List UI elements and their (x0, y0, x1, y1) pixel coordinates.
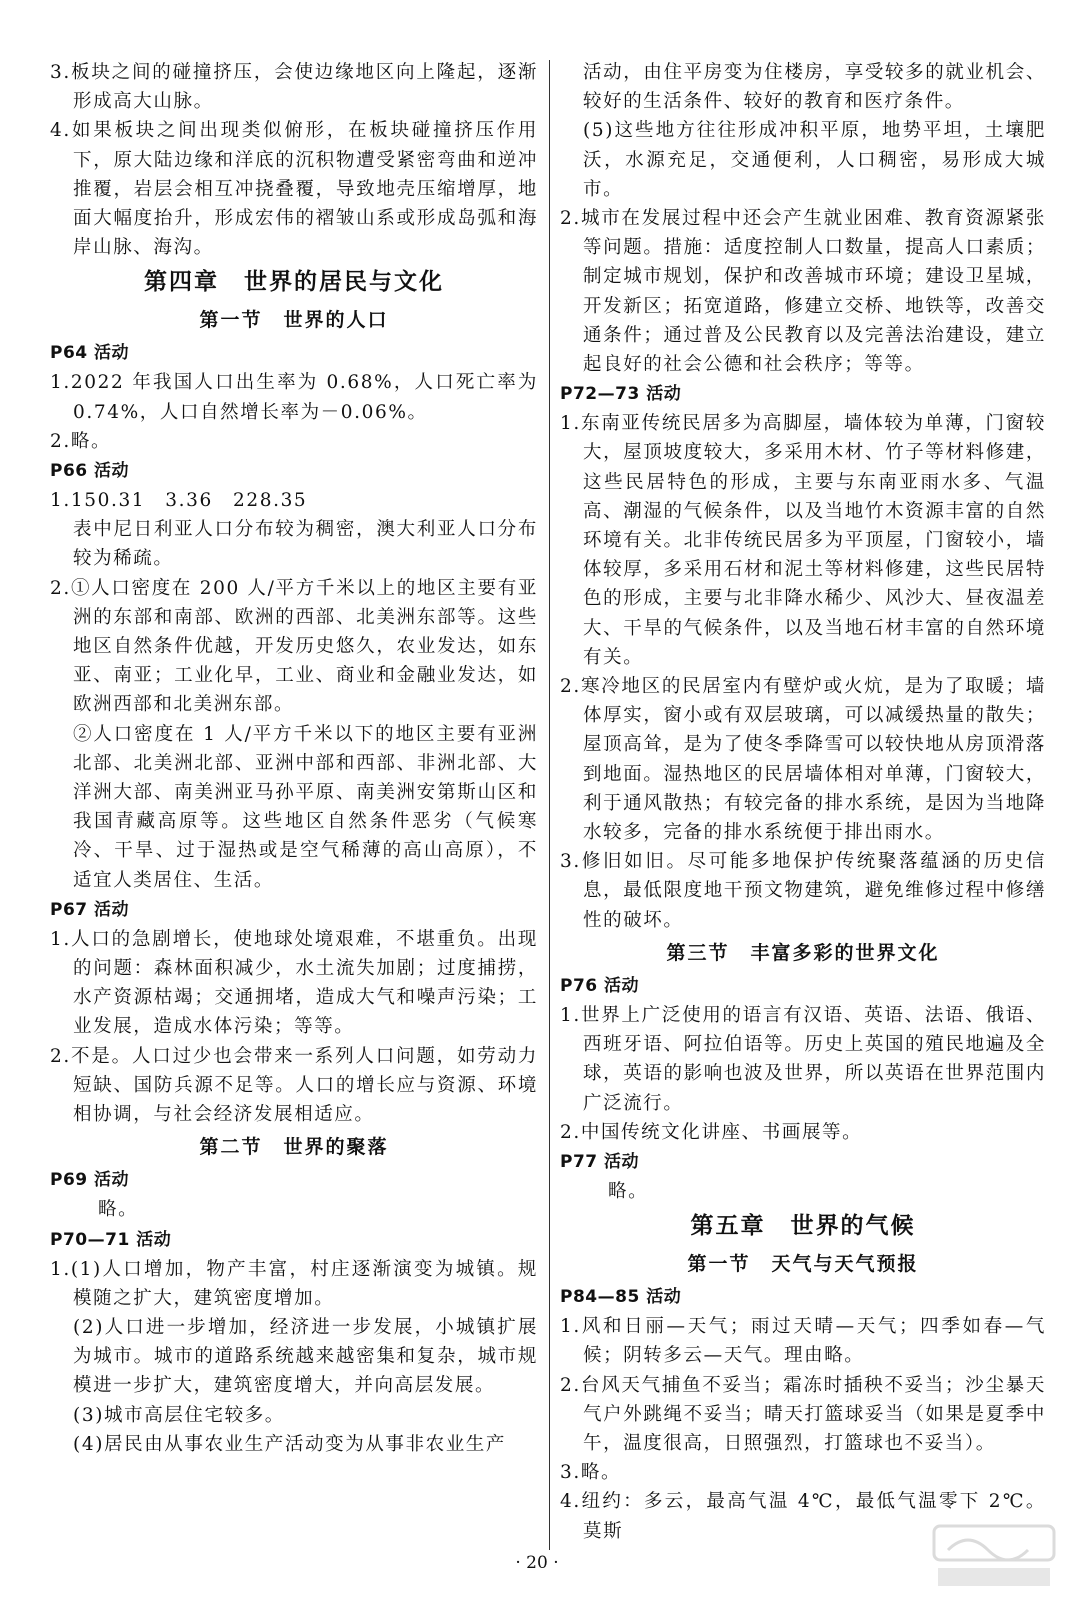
activity-label: P72—73 活动 (560, 384, 682, 405)
answer-item: 2.寒冷地区的民居室内有壁炉或火炕，是为了取暖；墙体厚实，窗小或有双层玻璃，可以减缓热量的散失；屋顶高耸，是为了使冬季降雪可以较快地从房顶滑落到地面。湿热地区的民居墙体相对单薄，门窗较大，利于通风散热；有较完备的排水系统，是因为当地降水较多，完备的排水系统便于排出雨水。 (560, 676, 1046, 844)
answer-item: 1.(1)人口增加，物产丰富，村庄逐渐演变为城镇。规模随之扩大，建筑密度增加。 (50, 1258, 538, 1309)
answer-item: 3.略。 (560, 1462, 622, 1484)
answer-item: 1.150.31 3.36 228.35 (50, 490, 308, 512)
answer-note: 略。 (98, 1199, 139, 1221)
answer-item: 1.2022 年我国人口出生率为 0.68%，人口死亡率为 0.74%，人口自然增长率为－0.06%。 (50, 372, 538, 423)
column-divider (549, 60, 550, 1550)
chapter-title: 第四章 世界的居民与文化 (144, 269, 444, 296)
section-title: 第三节 丰富多彩的世界文化 (666, 941, 940, 964)
left-column (50, 58, 538, 1459)
answer-item: 2.不是。人口过少也会带来一系列人口问题，如劳动力短缺、国防兵源不足等。人口的增长应与资源、环境相协调，与社会经济发展相适应。 (50, 1045, 538, 1126)
answer-continuation: ②人口密度在 1 人/平方千米以下的地区主要有亚洲北部、北美洲北部、亚洲中部和西部、非洲北部、大洋洲大部、南美洲亚马孙平原、南美洲安第斯山区和我国青藏高原等。这些地区自然条件恶劣（气候寒冷、干旱、过于湿热或是空气稀薄的高山高原），不适宜人类居住、生活。 (73, 723, 538, 891)
activity-label: P84—85 活动 (560, 1287, 682, 1308)
watermark-logo (928, 1520, 1060, 1592)
answer-continuation: (3)城市高层住宅较多。 (73, 1404, 285, 1426)
answer-continuation: 表中尼日利亚人口分布较为稠密，澳大利亚人口分布较为稀疏。 (73, 519, 538, 570)
section-title: 第二节 世界的聚落 (199, 1136, 389, 1159)
answer-item: 4.如果板块之间出现类似俯形，在板块碰撞挤压作用下，原大陆边缘和洋底的沉积物遭受紧密弯曲和逆冲推覆，岩层会相互冲挠叠覆，导致地壳压缩增厚，地面大幅度抬升，形成宏伟的褶皱山系或形成岛弧和海岸山脉、海沟。 (50, 120, 538, 259)
activity-label: P67 活动 (50, 899, 130, 920)
section-title: 第一节 世界的人口 (199, 309, 389, 332)
answer-continuation: 活动，由住平房变为住楼房，享受较多的就业机会、较好的生活条件、较好的教育和医疗条件。 (583, 62, 1046, 113)
page-number: · 20 · (515, 1553, 559, 1573)
answer-item: 2.城市在发展过程中还会产生就业困难、教育资源紧张等问题。措施：适度控制人口数量，提高人口素质；制定城市规划，保护和改善城市环境；建设卫星城，开发新区；拓宽道路，修建立交桥、地铁等，改善交通条件；通过普及公民教育以及完善法治建设，建立起良好的社会公德和社会秩序；等等。 (560, 208, 1046, 376)
answer-item: 2.①人口密度在 200 人/平方千米以上的地区主要有亚洲的东部和南部、欧洲的西部、北美洲东部等。这些地区自然条件优越，开发历史悠久，农业发达，如东亚、南亚；工业化早，工业、商业和金融业发达，如欧洲西部和北美洲东部。 (50, 577, 538, 716)
answer-item: 3.修旧如旧。尽可能多地保护传统聚落蕴涵的历史信息，最低限度地干预文物建筑，避免维修过程中修缮性的破坏。 (560, 851, 1046, 931)
section-title: 第一节 天气与天气预报 (687, 1253, 919, 1276)
activity-label: P76 活动 (560, 975, 640, 996)
activity-label: P69 活动 (50, 1170, 130, 1191)
answer-continuation: (4)居民由从事农业生产活动变为从事非农业生产 (73, 1433, 507, 1455)
chapter-title: 第五章 世界的气候 (690, 1213, 916, 1240)
answer-note: 略。 (608, 1180, 649, 1202)
answer-item: 3.板块之间的碰撞挤压，会使边缘地区向上隆起，逐渐形成高大山脉。 (50, 62, 538, 113)
answer-item: 1.风和日丽—天气；雨过天晴—天气；四季如春—气候；阴转多云—天气。理由略。 (560, 1316, 1046, 1367)
answer-item: 4.纽约：多云，最高气温 4℃，最低气温零下 2℃。莫斯 (560, 1491, 1046, 1542)
answer-continuation: (5)这些地方往往形成冲积平原，地势平坦，土壤肥沃，水源充足，交通便利，人口稠密，易形成大城市。 (583, 120, 1046, 200)
activity-label: P77 活动 (560, 1151, 640, 1172)
answer-continuation: (2)人口进一步增加，经济进一步发展，小城镇扩展为城市。城市的道路系统越来越密集和复杂，城市规模进一步扩大，建筑密度增大，并向高层发展。 (73, 1316, 538, 1397)
activity-label: P64 活动 (50, 343, 130, 364)
answer-item: 2.略。 (50, 430, 112, 452)
answer-item: 1.世界上广泛使用的语言有汉语、英语、法语、俄语、西班牙语、阿拉伯语等。历史上英国的殖民地遍及全球，英语的影响也波及世界，所以英语在世界范围内广泛流行。 (560, 1004, 1046, 1114)
answer-item: 1.人口的急剧增长，使地球处境艰难，不堪重负。出现的问题：森林面积减少，水土流失加剧；过度捕捞，水产资源枯竭；交通拥堵，造成大气和噪声污染；工业发展，造成水体污染；等等。 (50, 928, 538, 1038)
answer-item: 1.东南亚传统民居多为高脚屋，墙体较为单薄，门窗较大，屋顶坡度较大，多采用木材、竹子等材料修建，这些民居特色的形成，主要与东南亚雨水多、气温高、潮湿的气候条件，以及当地竹木资源丰富的自然环境有关。北非传统民居多为平顶屋，门窗较小，墙体较厚，多采用石材和泥土等材料修建，这些民居特色的形成，主要与北非降水稀少、风沙大、昼夜温差大、干旱的气候条件，以及当地石材丰富的自然环境有关。 (560, 413, 1046, 668)
answer-item: 2.台风天气捕鱼不妥当；霜冻时插秧不妥当；沙尘暴天气户外跳绳不妥当；晴天打篮球妥当（如果是夏季中午，温度很高，日照强烈，打篮球也不妥当）。 (560, 1374, 1046, 1454)
activity-label: P66 活动 (50, 461, 130, 482)
answer-item: 2.中国传统文化讲座、书画展等。 (560, 1121, 863, 1143)
right-column (560, 58, 1046, 1546)
activity-label: P70—71 活动 (50, 1229, 172, 1250)
